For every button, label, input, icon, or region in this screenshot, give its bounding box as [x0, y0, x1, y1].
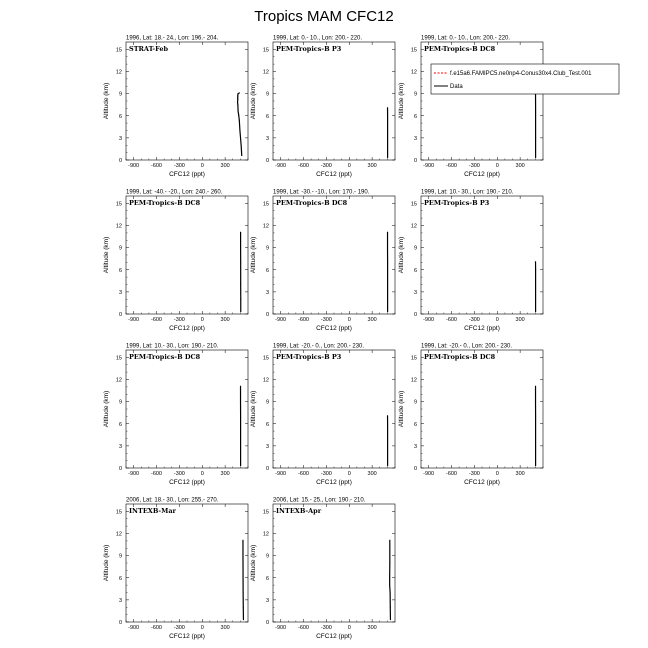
y-tick-label: 12	[262, 69, 269, 76]
y-tick-label: 12	[410, 223, 417, 230]
y-tick-label: 12	[262, 223, 269, 230]
panel-header: 1999, Lat: 10.- 30., Lon: 190.- 210.	[421, 189, 514, 196]
data-point	[387, 145, 388, 146]
y-tick-label: 9	[118, 91, 122, 98]
y-axis-label: Altitude (km)	[398, 82, 405, 120]
x-tick-label: -900	[275, 471, 287, 477]
y-tick-label: 12	[115, 223, 122, 230]
y-tick-label: 3	[118, 597, 122, 604]
y-axis-label: Altitude (km)	[250, 390, 257, 428]
data-point	[535, 157, 536, 158]
panel-8	[250, 344, 395, 487]
x-tick-label: 300	[515, 163, 525, 169]
x-tick-label: 0	[200, 471, 204, 477]
data-point	[387, 247, 388, 248]
data-point	[535, 299, 536, 300]
plot-frame	[126, 196, 248, 314]
x-tick-label: -300	[468, 163, 480, 169]
x-tick-label: 300	[220, 317, 230, 323]
x-tick-label: -600	[297, 625, 310, 631]
panel-7	[103, 344, 248, 487]
x-tick-label: -900	[128, 625, 140, 631]
x-tick-label: -600	[445, 471, 458, 477]
x-axis-label: CFC12 (ppt)	[169, 171, 205, 178]
panel-header: 1999, Lat: 10.- 30., Lon: 190.- 210.	[126, 343, 219, 350]
data-point	[389, 563, 390, 564]
y-tick-label: 15	[410, 355, 417, 362]
data-point	[240, 416, 241, 417]
x-tick-label: 300	[367, 471, 377, 477]
data-point	[387, 130, 388, 131]
x-tick-label: 300	[220, 471, 230, 477]
x-axis-label: CFC12 (ppt)	[316, 633, 352, 640]
x-tick-label: 0	[347, 625, 351, 631]
x-tick-label: 0	[200, 625, 204, 631]
panel-header: 1996, Lat: 18.- 24., Lon: 196.- 204.	[126, 35, 219, 42]
data-point	[535, 284, 536, 285]
data-point	[237, 96, 238, 97]
data-point	[535, 401, 536, 402]
x-tick-label: 0	[495, 317, 499, 323]
x-tick-label: 0	[347, 471, 351, 477]
y-tick-label: 3	[413, 289, 417, 296]
y-tick-label: 3	[265, 597, 269, 604]
x-tick-label: -300	[173, 317, 185, 323]
y-tick-label: 9	[265, 91, 269, 98]
y-tick-label: 6	[118, 113, 122, 120]
x-tick-label: 300	[367, 317, 377, 323]
plot-frame	[126, 504, 248, 622]
y-tick-label: 15	[115, 509, 122, 516]
campaign-label: PEM-Tropics-B DC8	[276, 199, 348, 207]
x-tick-label: 300	[220, 163, 230, 169]
data-point	[535, 453, 536, 454]
plot-frame	[273, 350, 395, 468]
data-point	[387, 262, 388, 263]
figure-title: Tropics MAM CFC12	[254, 8, 394, 25]
panel-header: 1999, Lat: 0.- 10., Lon: 200.- 220.	[273, 35, 363, 42]
data-point	[242, 555, 243, 556]
data-point	[239, 120, 240, 121]
y-tick-label: 15	[115, 47, 122, 54]
y-tick-label: 0	[413, 312, 417, 318]
plot-frame	[126, 350, 248, 468]
y-axis-label: Altitude (km)	[103, 390, 110, 428]
plot-frame	[273, 504, 395, 622]
x-tick-label: -600	[150, 471, 163, 477]
x-tick-label: -600	[150, 625, 163, 631]
y-tick-label: 6	[118, 575, 122, 582]
y-tick-label: 3	[118, 135, 122, 142]
y-axis-label: Altitude (km)	[250, 82, 257, 120]
data-point	[387, 232, 388, 233]
y-tick-label: 6	[118, 421, 122, 428]
y-tick-label: 15	[410, 201, 417, 208]
y-tick-label: 3	[265, 135, 269, 142]
data-point	[241, 155, 242, 156]
data-point	[243, 570, 244, 571]
data-point	[535, 465, 536, 466]
y-tick-label: 6	[265, 421, 269, 428]
panel-9	[398, 344, 543, 487]
x-tick-label: -600	[150, 163, 163, 169]
x-tick-label: 300	[220, 625, 230, 631]
y-tick-label: 0	[265, 466, 269, 472]
data-point	[535, 311, 536, 312]
data-point	[243, 607, 244, 608]
panel-header: 1999, Lat: -20.- 0., Lon: 200.- 230.	[273, 343, 365, 350]
panel-2	[250, 36, 395, 179]
y-axis-label: Altitude (km)	[250, 236, 257, 274]
data-point	[240, 311, 241, 312]
y-tick-label: 0	[118, 312, 122, 318]
x-axis-label: CFC12 (ppt)	[316, 171, 352, 178]
data-point	[390, 592, 391, 593]
data-point	[239, 130, 240, 131]
y-tick-label: 15	[410, 47, 417, 54]
data-point	[387, 115, 388, 116]
x-axis-label: CFC12 (ppt)	[169, 479, 205, 486]
data-point	[535, 108, 536, 109]
data-point	[240, 299, 241, 300]
data-point	[240, 262, 241, 263]
x-axis-label: CFC12 (ppt)	[464, 171, 500, 178]
y-tick-label: 9	[265, 399, 269, 406]
y-tick-label: 0	[265, 620, 269, 626]
y-tick-label: 0	[118, 466, 122, 472]
y-tick-label: 0	[118, 158, 122, 164]
x-tick-label: -300	[320, 163, 332, 169]
data-point	[237, 98, 238, 99]
data-point	[240, 284, 241, 285]
legend-entry-label: Data	[450, 84, 463, 90]
y-tick-label: 0	[265, 312, 269, 318]
data-point	[238, 93, 239, 94]
data-point	[237, 104, 238, 105]
x-tick-label: 0	[495, 471, 499, 477]
plot-frame	[126, 42, 248, 160]
y-tick-label: 12	[115, 69, 122, 76]
y-tick-label: 0	[413, 158, 417, 164]
x-tick-label: -900	[423, 471, 435, 477]
y-tick-label: 3	[265, 443, 269, 450]
data-point	[389, 585, 390, 586]
campaign-label: INTEXB-Mar	[129, 507, 176, 515]
panel-header: 1999, Lat: -20.- 0., Lon: 200.- 230.	[421, 343, 513, 350]
y-axis-label: Altitude (km)	[103, 236, 110, 274]
data-point	[240, 401, 241, 402]
data-point	[240, 247, 241, 248]
y-tick-label: 9	[413, 399, 417, 406]
data-point	[535, 130, 536, 131]
data-point	[243, 619, 244, 620]
y-tick-label: 3	[413, 135, 417, 142]
panel-11	[250, 498, 395, 641]
campaign-label: PEM-Tropics-B DC8	[424, 353, 496, 361]
x-tick-label: -300	[468, 317, 480, 323]
plot-frame	[421, 196, 543, 314]
plot-frame	[273, 196, 395, 314]
x-axis-label: CFC12 (ppt)	[464, 479, 500, 486]
y-tick-label: 0	[413, 466, 417, 472]
x-tick-label: 300	[367, 625, 377, 631]
panel-10	[103, 498, 248, 641]
data-point	[387, 157, 388, 158]
y-tick-label: 6	[265, 113, 269, 120]
data-point	[390, 619, 391, 620]
x-axis-label: CFC12 (ppt)	[464, 325, 500, 332]
x-tick-label: -300	[320, 625, 332, 631]
x-tick-label: -600	[445, 317, 458, 323]
campaign-label: STRAT-Feb	[129, 45, 169, 53]
data-point	[535, 386, 536, 387]
panel-header: 2006, Lat: 15.- 25., Lon: 190.- 210.	[273, 497, 366, 504]
data-point	[240, 386, 241, 387]
x-tick-label: -900	[423, 317, 435, 323]
campaign-label: PEM-Tropics-B P3	[276, 45, 342, 53]
x-tick-label: 0	[200, 317, 204, 323]
x-tick-label: 300	[515, 471, 525, 477]
data-point	[535, 269, 536, 270]
data-point	[535, 261, 536, 262]
y-tick-label: 15	[262, 201, 269, 208]
panel-4	[103, 190, 248, 333]
x-tick-label: 0	[347, 163, 351, 169]
data-series-line	[238, 93, 242, 156]
x-tick-label: -900	[423, 163, 435, 169]
y-tick-label: 15	[115, 355, 122, 362]
y-tick-label: 15	[115, 201, 122, 208]
x-axis-label: CFC12 (ppt)	[316, 479, 352, 486]
data-point	[387, 284, 388, 285]
plot-frame	[421, 350, 543, 468]
y-tick-label: 15	[262, 47, 269, 54]
plot-frame	[421, 42, 543, 160]
x-tick-label: -300	[468, 471, 480, 477]
y-tick-label: 0	[118, 620, 122, 626]
y-tick-label: 6	[265, 267, 269, 274]
data-point	[240, 465, 241, 466]
x-tick-label: -300	[173, 625, 185, 631]
x-tick-label: -600	[445, 163, 458, 169]
x-tick-label: -300	[173, 471, 185, 477]
data-point	[240, 453, 241, 454]
plot-frame	[273, 42, 395, 160]
y-tick-label: 3	[265, 289, 269, 296]
y-axis-label: Altitude (km)	[250, 544, 257, 582]
data-point	[240, 438, 241, 439]
data-point	[237, 95, 238, 96]
campaign-label: PEM-Tropics-B DC8	[424, 45, 496, 53]
data-series-line	[390, 540, 391, 620]
y-tick-label: 12	[262, 377, 269, 384]
y-tick-label: 9	[118, 553, 122, 560]
campaign-label: INTEXB-Apr	[276, 507, 322, 515]
panel-5	[250, 190, 395, 333]
data-point	[240, 232, 241, 233]
x-tick-label: -600	[297, 163, 310, 169]
data-point	[389, 577, 390, 578]
data-point	[387, 423, 388, 424]
data-point	[535, 416, 536, 417]
x-tick-label: -900	[275, 317, 287, 323]
data-point	[389, 540, 390, 541]
panel-header: 2006, Lat: 18.- 30., Lon: 255.- 270.	[126, 497, 219, 504]
y-tick-label: 9	[265, 553, 269, 560]
x-tick-label: -900	[128, 317, 140, 323]
x-tick-label: -600	[150, 317, 163, 323]
campaign-label: PEM-Tropics-B P3	[424, 199, 490, 207]
data-point	[239, 92, 240, 93]
data-point	[390, 607, 391, 608]
x-axis-label: CFC12 (ppt)	[169, 325, 205, 332]
y-tick-label: 6	[413, 267, 417, 274]
data-point	[387, 415, 388, 416]
y-tick-label: 12	[410, 377, 417, 384]
y-tick-label: 9	[118, 399, 122, 406]
x-tick-label: 0	[347, 317, 351, 323]
x-tick-label: 300	[367, 163, 377, 169]
x-tick-label: -600	[297, 471, 310, 477]
x-tick-label: -900	[128, 163, 140, 169]
panel-header: 1999, Lat: -30.- -10., Lon: 170.- 190.	[273, 189, 370, 196]
y-axis-label: Altitude (km)	[398, 236, 405, 274]
y-tick-label: 12	[410, 69, 417, 76]
data-point	[387, 311, 388, 312]
x-tick-label: -300	[173, 163, 185, 169]
x-tick-label: -900	[275, 625, 287, 631]
y-axis-label: Altitude (km)	[103, 82, 110, 120]
y-axis-label: Altitude (km)	[398, 390, 405, 428]
y-tick-label: 6	[118, 267, 122, 274]
data-point	[535, 145, 536, 146]
y-tick-label: 12	[115, 377, 122, 384]
data-point	[241, 145, 242, 146]
data-point	[387, 438, 388, 439]
y-tick-label: 3	[413, 443, 417, 450]
panel-header: 1999, Lat: -40.- -20., Lon: 240.- 260.	[126, 189, 223, 196]
y-tick-label: 0	[265, 158, 269, 164]
data-point	[387, 107, 388, 108]
legend-entry-label: f.e15a6.FAMIPC5.ne0np4-Conus30x4.Club_Test.001	[450, 71, 592, 77]
campaign-label: PEM-Tropics-B DC8	[129, 199, 201, 207]
x-tick-label: -600	[297, 317, 310, 323]
y-tick-label: 6	[413, 113, 417, 120]
panel-1	[103, 36, 248, 179]
data-point	[242, 540, 243, 541]
y-tick-label: 12	[262, 531, 269, 538]
x-axis-label: CFC12 (ppt)	[169, 633, 205, 640]
data-point	[238, 115, 239, 116]
y-tick-label: 15	[262, 509, 269, 516]
y-tick-label: 9	[413, 245, 417, 252]
panel-6	[398, 190, 543, 333]
data-point	[237, 106, 238, 107]
x-axis-label: CFC12 (ppt)	[316, 325, 352, 332]
x-tick-label: 300	[515, 317, 525, 323]
x-tick-label: 0	[200, 163, 204, 169]
data-point	[237, 102, 238, 103]
y-tick-label: 3	[118, 289, 122, 296]
campaign-label: PEM-Tropics-B DC8	[129, 353, 201, 361]
y-tick-label: 6	[413, 421, 417, 428]
data-point	[387, 453, 388, 454]
data-point	[387, 465, 388, 466]
x-tick-label: 0	[495, 163, 499, 169]
y-tick-label: 9	[265, 245, 269, 252]
y-tick-label: 9	[413, 91, 417, 98]
x-tick-label: -300	[320, 471, 332, 477]
y-tick-label: 3	[118, 443, 122, 450]
panel-header: 1999, Lat: 0.- 10., Lon: 200.- 220.	[421, 35, 511, 42]
x-tick-label: -300	[320, 317, 332, 323]
data-point	[387, 299, 388, 300]
panel-3	[398, 36, 619, 179]
x-tick-label: -900	[128, 471, 140, 477]
y-tick-label: 12	[115, 531, 122, 538]
y-tick-label: 9	[118, 245, 122, 252]
y-axis-label: Altitude (km)	[103, 544, 110, 582]
data-point	[535, 438, 536, 439]
campaign-label: PEM-Tropics-B P3	[276, 353, 342, 361]
data-point	[243, 592, 244, 593]
x-tick-label: -900	[275, 163, 287, 169]
y-tick-label: 6	[265, 575, 269, 582]
data-point	[238, 111, 239, 112]
y-tick-label: 15	[262, 355, 269, 362]
